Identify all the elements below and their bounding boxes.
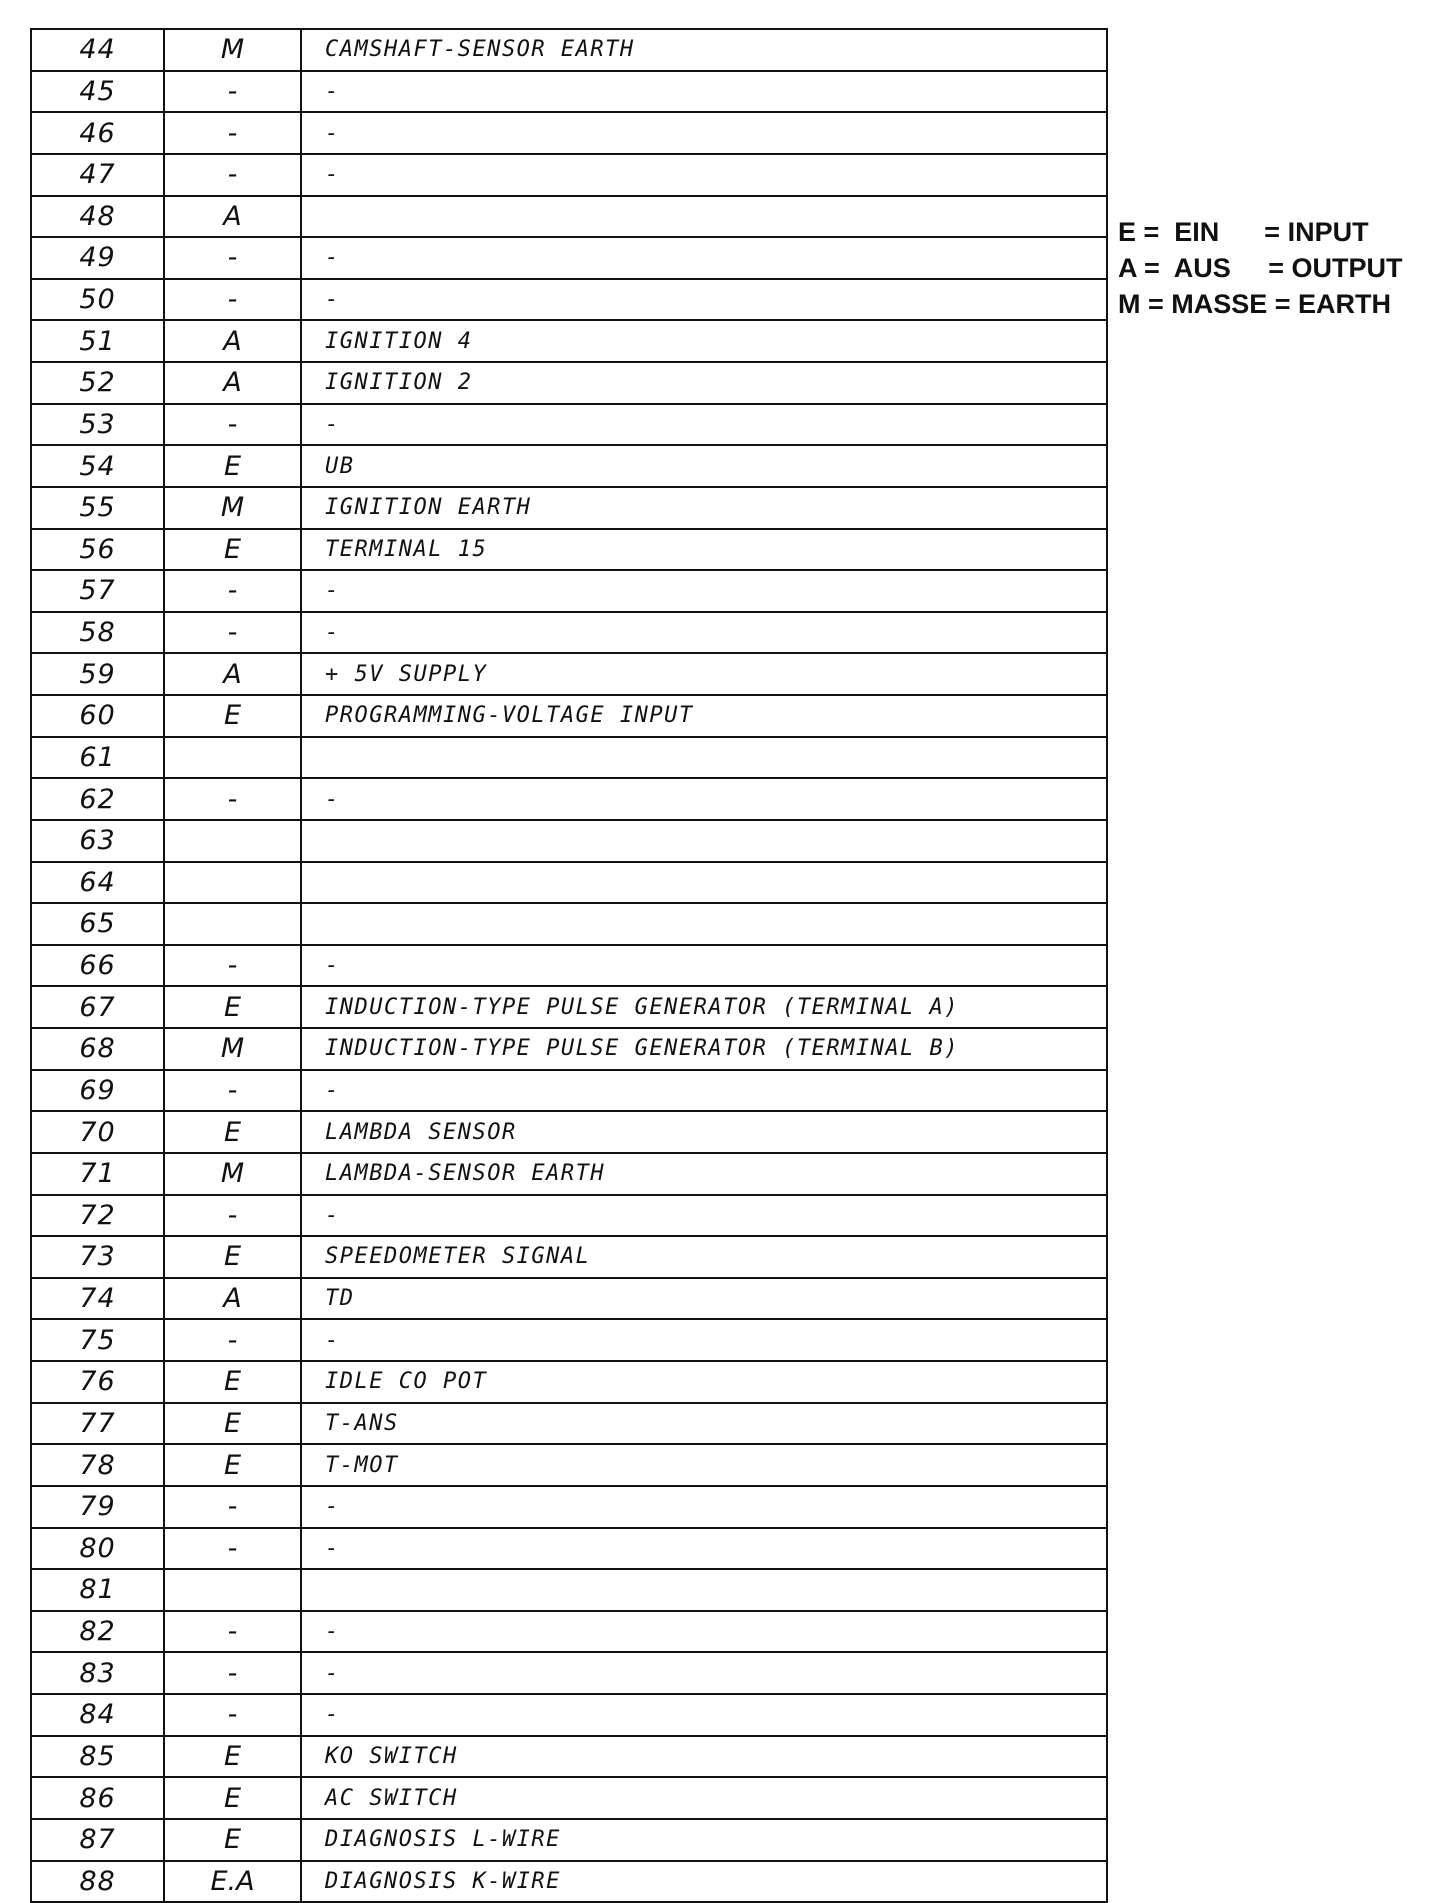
signal-type: A bbox=[164, 196, 301, 238]
table-row bbox=[31, 945, 1107, 987]
signal-type: E bbox=[164, 695, 301, 737]
table-row bbox=[31, 279, 1107, 321]
pin-number: 86 bbox=[31, 1777, 164, 1819]
pin-description: TD bbox=[301, 1278, 1107, 1320]
pin-description: INDUCTION-TYPE PULSE GENERATOR (TERMINAL A) bbox=[301, 986, 1107, 1028]
table-row bbox=[31, 737, 1107, 779]
pin-number: 63 bbox=[31, 820, 164, 862]
pin-description: - bbox=[301, 237, 1107, 279]
legend-line-output: A = AUS = OUTPUT bbox=[1118, 253, 1403, 283]
pin-description: SPEEDOMETER SIGNAL bbox=[301, 1236, 1107, 1278]
signal-type bbox=[164, 1569, 301, 1611]
pin-description: LAMBDA-SENSOR EARTH bbox=[301, 1153, 1107, 1195]
pin-number: 72 bbox=[31, 1195, 164, 1237]
pin-number: 79 bbox=[31, 1486, 164, 1528]
signal-type: M bbox=[164, 1028, 301, 1070]
table-row bbox=[31, 862, 1107, 904]
pin-number: 61 bbox=[31, 737, 164, 779]
pin-assignment-table bbox=[30, 28, 1108, 1903]
pin-number: 78 bbox=[31, 1444, 164, 1486]
pin-description: - bbox=[301, 1694, 1107, 1736]
pin-description: KO SWITCH bbox=[301, 1736, 1107, 1778]
pin-number: 46 bbox=[31, 112, 164, 154]
pin-description: - bbox=[301, 154, 1107, 196]
pin-description: - bbox=[301, 1611, 1107, 1653]
signal-type: E bbox=[164, 1444, 301, 1486]
pin-description: PROGRAMMING-VOLTAGE INPUT bbox=[301, 695, 1107, 737]
pin-number: 59 bbox=[31, 653, 164, 695]
pin-number: 66 bbox=[31, 945, 164, 987]
table-row bbox=[31, 445, 1107, 487]
signal-type: E bbox=[164, 1736, 301, 1778]
signal-type: - bbox=[164, 279, 301, 321]
pin-description: - bbox=[301, 778, 1107, 820]
table-row bbox=[31, 1153, 1107, 1195]
table-row bbox=[31, 820, 1107, 862]
table-row bbox=[31, 362, 1107, 404]
signal-type: E bbox=[164, 1819, 301, 1861]
pin-number: 62 bbox=[31, 778, 164, 820]
table-row bbox=[31, 778, 1107, 820]
pin-number: 74 bbox=[31, 1278, 164, 1320]
table-row bbox=[31, 404, 1107, 446]
pin-description: CAMSHAFT-SENSOR EARTH bbox=[301, 29, 1107, 71]
table-row bbox=[31, 1236, 1107, 1278]
signal-type: M bbox=[164, 487, 301, 529]
pin-number: 51 bbox=[31, 320, 164, 362]
table-row bbox=[31, 612, 1107, 654]
pin-description bbox=[301, 903, 1107, 945]
pin-number: 52 bbox=[31, 362, 164, 404]
signal-type: A bbox=[164, 653, 301, 695]
pin-number: 77 bbox=[31, 1403, 164, 1445]
signal-type: - bbox=[164, 945, 301, 987]
table-row bbox=[31, 986, 1107, 1028]
signal-type: - bbox=[164, 1652, 301, 1694]
table-row bbox=[31, 1028, 1107, 1070]
pin-description: - bbox=[301, 404, 1107, 446]
table-row bbox=[31, 1528, 1107, 1570]
signal-type: - bbox=[164, 1611, 301, 1653]
pin-description: - bbox=[301, 71, 1107, 113]
legend-line-input: E = EIN = INPUT bbox=[1118, 217, 1369, 247]
pin-number: 75 bbox=[31, 1319, 164, 1361]
table-row bbox=[31, 1444, 1107, 1486]
pin-description bbox=[301, 737, 1107, 779]
signal-type: E bbox=[164, 445, 301, 487]
table-row bbox=[31, 1361, 1107, 1403]
pin-number: 65 bbox=[31, 903, 164, 945]
table-row bbox=[31, 487, 1107, 529]
pin-number: 68 bbox=[31, 1028, 164, 1070]
pin-number: 45 bbox=[31, 71, 164, 113]
table-row bbox=[31, 1195, 1107, 1237]
pin-number: 76 bbox=[31, 1361, 164, 1403]
signal-type: - bbox=[164, 1195, 301, 1237]
signal-type: A bbox=[164, 320, 301, 362]
table-row bbox=[31, 154, 1107, 196]
signal-type: - bbox=[164, 1694, 301, 1736]
table-row bbox=[31, 529, 1107, 571]
pin-number: 84 bbox=[31, 1694, 164, 1736]
pin-number: 48 bbox=[31, 196, 164, 238]
table-row bbox=[31, 1736, 1107, 1778]
table-row bbox=[31, 1652, 1107, 1694]
table-row bbox=[31, 196, 1107, 238]
signal-type: A bbox=[164, 362, 301, 404]
pin-description: - bbox=[301, 1528, 1107, 1570]
pin-description: - bbox=[301, 112, 1107, 154]
pin-description: UB bbox=[301, 445, 1107, 487]
pin-number: 82 bbox=[31, 1611, 164, 1653]
signal-type: - bbox=[164, 570, 301, 612]
table-row bbox=[31, 320, 1107, 362]
pin-description bbox=[301, 196, 1107, 238]
pin-number: 57 bbox=[31, 570, 164, 612]
pin-description: DIAGNOSIS K-WIRE bbox=[301, 1861, 1107, 1903]
pin-number: 64 bbox=[31, 862, 164, 904]
pin-number: 69 bbox=[31, 1070, 164, 1112]
pin-description: - bbox=[301, 1195, 1107, 1237]
signal-type: - bbox=[164, 112, 301, 154]
signal-type bbox=[164, 862, 301, 904]
table-row bbox=[31, 1070, 1107, 1112]
signal-type: - bbox=[164, 1486, 301, 1528]
signal-type bbox=[164, 820, 301, 862]
pin-description bbox=[301, 862, 1107, 904]
signal-type: - bbox=[164, 154, 301, 196]
table-row bbox=[31, 570, 1107, 612]
pin-description: - bbox=[301, 1070, 1107, 1112]
pin-description: - bbox=[301, 612, 1107, 654]
pin-description: IGNITION 4 bbox=[301, 320, 1107, 362]
pin-description: - bbox=[301, 1319, 1107, 1361]
pin-description: IGNITION 2 bbox=[301, 362, 1107, 404]
table-row bbox=[31, 1486, 1107, 1528]
pin-description: T-ANS bbox=[301, 1403, 1107, 1445]
pin-number: 83 bbox=[31, 1652, 164, 1694]
table-row bbox=[31, 1861, 1107, 1903]
pin-description: - bbox=[301, 570, 1107, 612]
pin-description: + 5V SUPPLY bbox=[301, 653, 1107, 695]
signal-type: - bbox=[164, 71, 301, 113]
signal-type: E bbox=[164, 1236, 301, 1278]
table-row bbox=[31, 112, 1107, 154]
signal-type: E bbox=[164, 529, 301, 571]
signal-type: E.A bbox=[164, 1861, 301, 1903]
pin-table-body bbox=[31, 29, 1107, 1902]
signal-type: E bbox=[164, 1403, 301, 1445]
signal-type: - bbox=[164, 237, 301, 279]
pin-number: 56 bbox=[31, 529, 164, 571]
signal-type: E bbox=[164, 986, 301, 1028]
signal-type: - bbox=[164, 612, 301, 654]
signal-type bbox=[164, 903, 301, 945]
pin-number: 50 bbox=[31, 279, 164, 321]
pin-number: 88 bbox=[31, 1861, 164, 1903]
pin-description: - bbox=[301, 945, 1107, 987]
table-row bbox=[31, 1278, 1107, 1320]
table-row bbox=[31, 1319, 1107, 1361]
pin-description: IDLE CO POT bbox=[301, 1361, 1107, 1403]
table-row bbox=[31, 1819, 1107, 1861]
table-row bbox=[31, 71, 1107, 113]
pin-number: 47 bbox=[31, 154, 164, 196]
signal-type: E bbox=[164, 1777, 301, 1819]
table-row bbox=[31, 653, 1107, 695]
pin-number: 55 bbox=[31, 487, 164, 529]
signal-type: M bbox=[164, 1153, 301, 1195]
signal-type-legend bbox=[1118, 214, 1403, 322]
pin-description bbox=[301, 1569, 1107, 1611]
signal-type: - bbox=[164, 778, 301, 820]
table-row bbox=[31, 695, 1107, 737]
legend-line-earth: M = MASSE = EARTH bbox=[1118, 289, 1392, 319]
signal-type: E bbox=[164, 1361, 301, 1403]
pin-number: 73 bbox=[31, 1236, 164, 1278]
pin-number: 53 bbox=[31, 404, 164, 446]
pin-number: 71 bbox=[31, 1153, 164, 1195]
signal-type: - bbox=[164, 1528, 301, 1570]
pin-description: TERMINAL 15 bbox=[301, 529, 1107, 571]
pin-number: 67 bbox=[31, 986, 164, 1028]
table-row bbox=[31, 1403, 1107, 1445]
pin-description: - bbox=[301, 1652, 1107, 1694]
signal-type: - bbox=[164, 1070, 301, 1112]
table-row bbox=[31, 1569, 1107, 1611]
signal-type: A bbox=[164, 1278, 301, 1320]
table-row bbox=[31, 1111, 1107, 1153]
pin-number: 60 bbox=[31, 695, 164, 737]
pin-description bbox=[301, 820, 1107, 862]
pin-number: 85 bbox=[31, 1736, 164, 1778]
table-row bbox=[31, 1694, 1107, 1736]
pin-number: 49 bbox=[31, 237, 164, 279]
signal-type: M bbox=[164, 29, 301, 71]
pin-description: LAMBDA SENSOR bbox=[301, 1111, 1107, 1153]
pin-number: 58 bbox=[31, 612, 164, 654]
signal-type: E bbox=[164, 1111, 301, 1153]
pin-number: 44 bbox=[31, 29, 164, 71]
pin-number: 81 bbox=[31, 1569, 164, 1611]
pin-description: INDUCTION-TYPE PULSE GENERATOR (TERMINAL B) bbox=[301, 1028, 1107, 1070]
pin-description: AC SWITCH bbox=[301, 1777, 1107, 1819]
pin-number: 54 bbox=[31, 445, 164, 487]
table-row bbox=[31, 903, 1107, 945]
signal-type: - bbox=[164, 1319, 301, 1361]
pin-number: 87 bbox=[31, 1819, 164, 1861]
table-row bbox=[31, 1777, 1107, 1819]
table-row bbox=[31, 29, 1107, 71]
signal-type: - bbox=[164, 404, 301, 446]
pin-description: - bbox=[301, 279, 1107, 321]
pin-number: 70 bbox=[31, 1111, 164, 1153]
signal-type bbox=[164, 737, 301, 779]
pin-description: DIAGNOSIS L-WIRE bbox=[301, 1819, 1107, 1861]
pin-description: T-MOT bbox=[301, 1444, 1107, 1486]
pin-description: IGNITION EARTH bbox=[301, 487, 1107, 529]
pin-number: 80 bbox=[31, 1528, 164, 1570]
table-row bbox=[31, 1611, 1107, 1653]
pin-description: - bbox=[301, 1486, 1107, 1528]
table-row bbox=[31, 237, 1107, 279]
